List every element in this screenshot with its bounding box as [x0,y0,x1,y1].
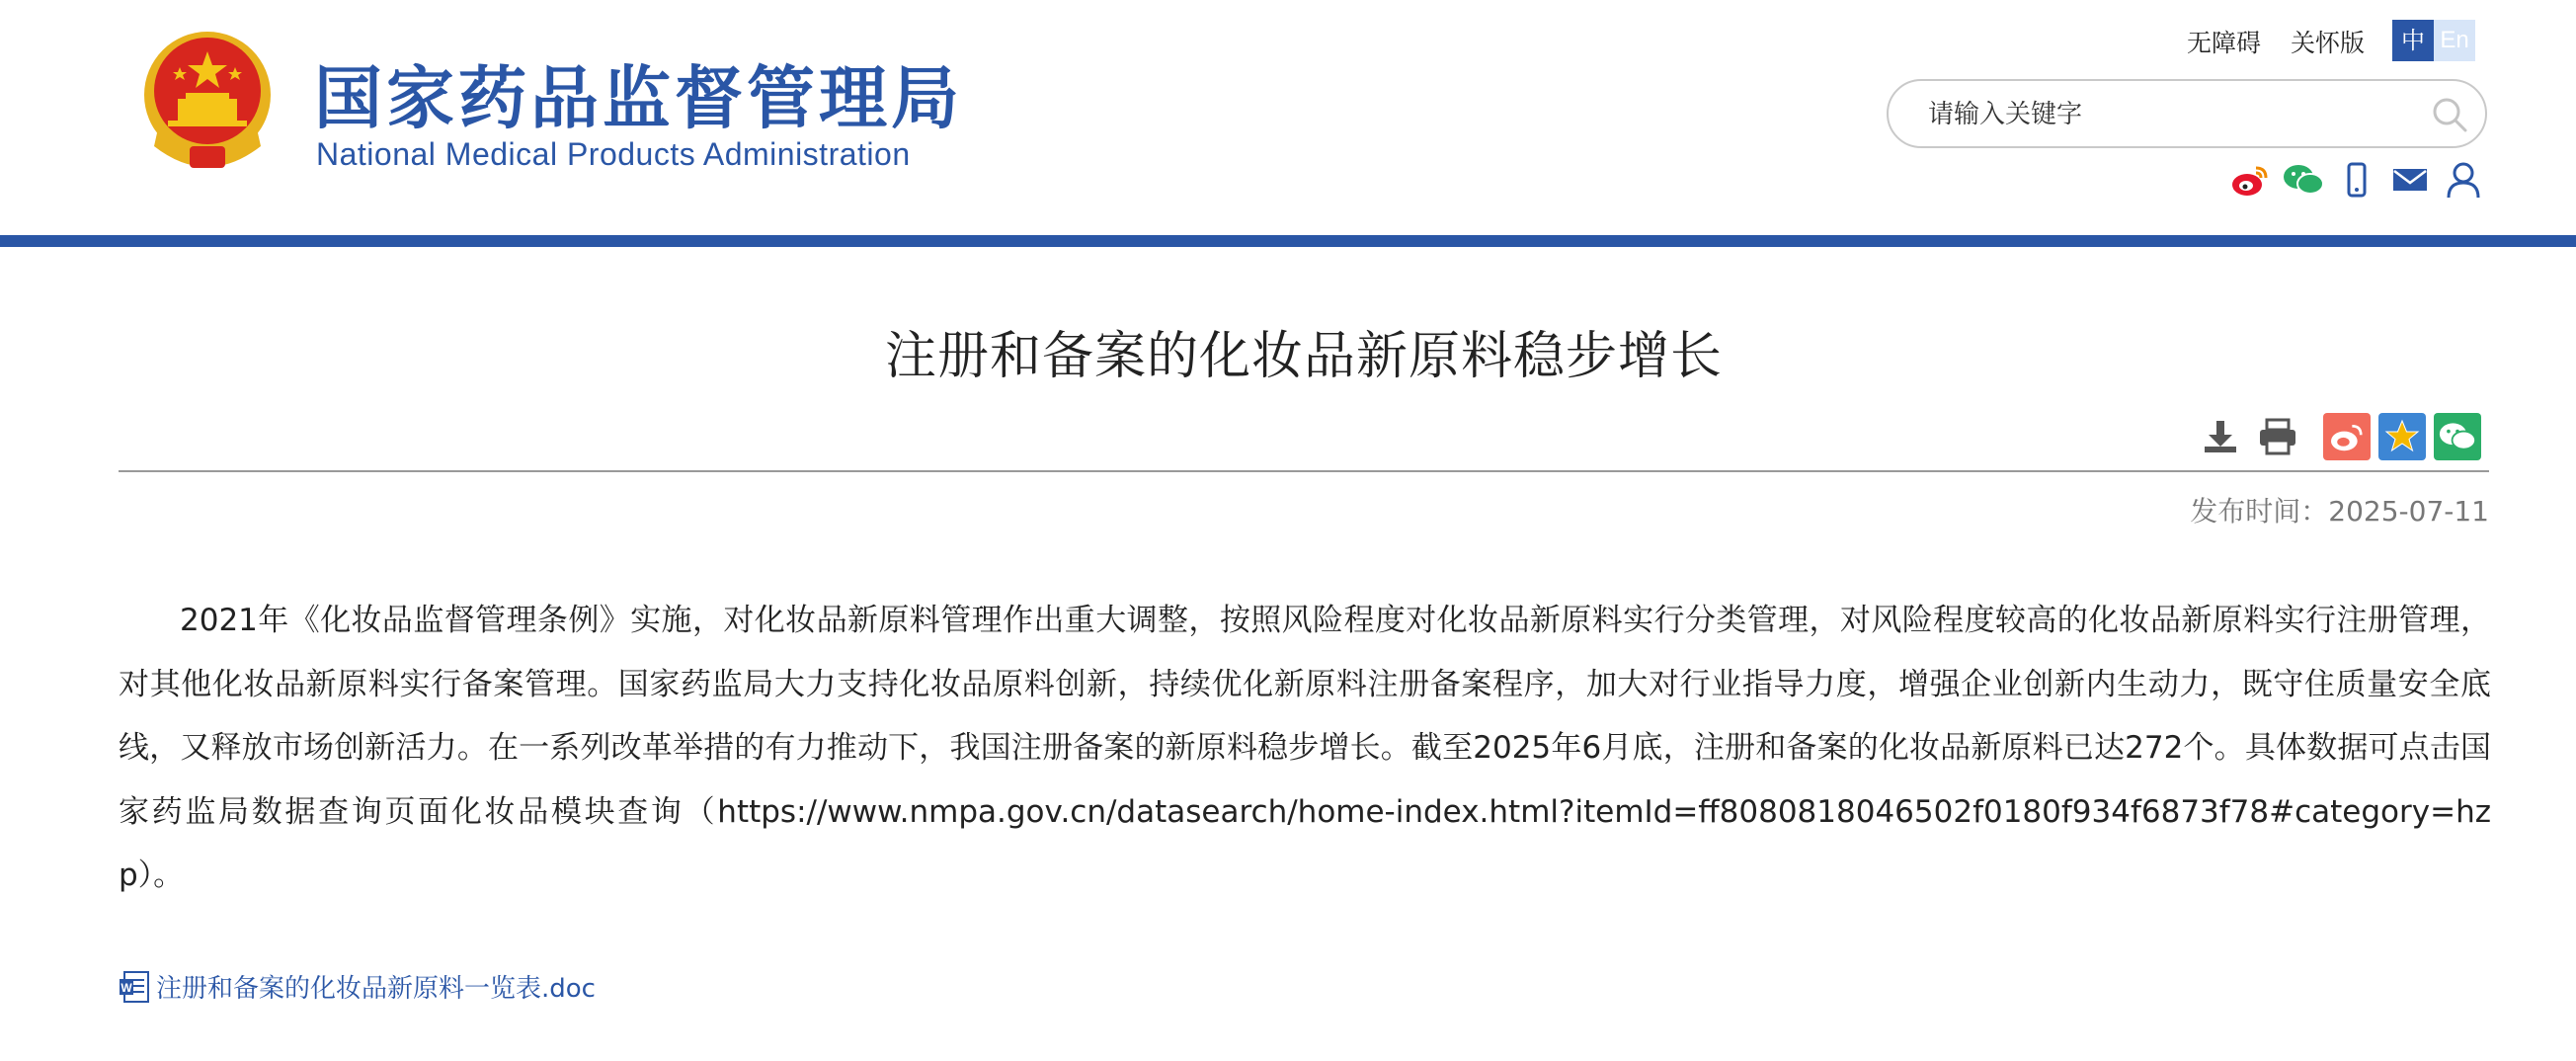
top-links [2187,24,2386,59]
article-tools [2199,413,2481,460]
mail-icon[interactable] [2388,160,2432,200]
search-icon[interactable] [2430,95,2469,134]
lang-zh-button[interactable]: 中 [2392,20,2434,61]
favorite-star-icon[interactable] [2378,413,2426,460]
national-emblem-logo[interactable] [138,30,277,176]
social-links [2228,160,2495,200]
publish-date: 发布时间：2025-07-11 [2190,495,2489,528]
search-input[interactable] [1926,93,2404,136]
attachment-label: 注册和备案的化妆品新原料一览表.doc [156,974,596,1004]
mobile-icon[interactable] [2335,160,2378,200]
share-wechat-icon[interactable] [2434,413,2481,460]
header-divider-bar [0,235,2576,247]
user-icon[interactable] [2442,160,2485,200]
language-switch [2392,20,2475,61]
title-divider [119,470,2489,472]
site-header [0,0,2576,237]
weibo-icon[interactable] [2228,160,2272,200]
wechat-icon[interactable] [2282,160,2325,200]
site-title-cn[interactable]: 国家药品监督管理局 [314,59,963,138]
elderly-care-mode-link[interactable]: 关怀版 [2290,29,2365,57]
print-icon[interactable] [2256,415,2299,458]
word-doc-icon [119,970,152,1004]
download-icon[interactable] [2199,415,2242,458]
lang-en-button[interactable]: En [2434,20,2475,61]
share-weibo-icon[interactable] [2323,413,2371,460]
site-title-en[interactable]: National Medical Products Administration [316,136,911,172]
accessibility-link[interactable]: 无障碍 [2187,29,2262,57]
svg-text:W: W [121,980,132,995]
search-box [1887,79,2487,148]
article-title: 注册和备案的化妆品新原料稳步增长 [884,327,1723,386]
article-body: 2021年《化妆品监督管理条例》实施，对化妆品新原料管理作出重大调整，按照风险程度对化妆品新原料实行分类管理，对风险程度较高的化妆品新原料实行注册管理，对其他化妆品新原料实行备案管理。国家药监局大力支持化妆品原料创新，持续优化新原料注册备案程序，加大对行业指导力度，增强企业创新内生动力，既守住质量安全底线，又释放市场创新活力。在一系列改革举措的有力推动下，我国注册备案的新原料稳步增长。截至2025年6月底，注册和备案的化妆品新原料已达272个。具体数据可点击国家药监局数据查询页面化妆品模块查询（https://www.nmpa.gov.cn/datasearch/home-index.html?itemId=ff8080818046502f0180f934f6873f78#category=hzp）。 [119,603,2491,893]
attachment-link[interactable] [119,968,596,1005]
